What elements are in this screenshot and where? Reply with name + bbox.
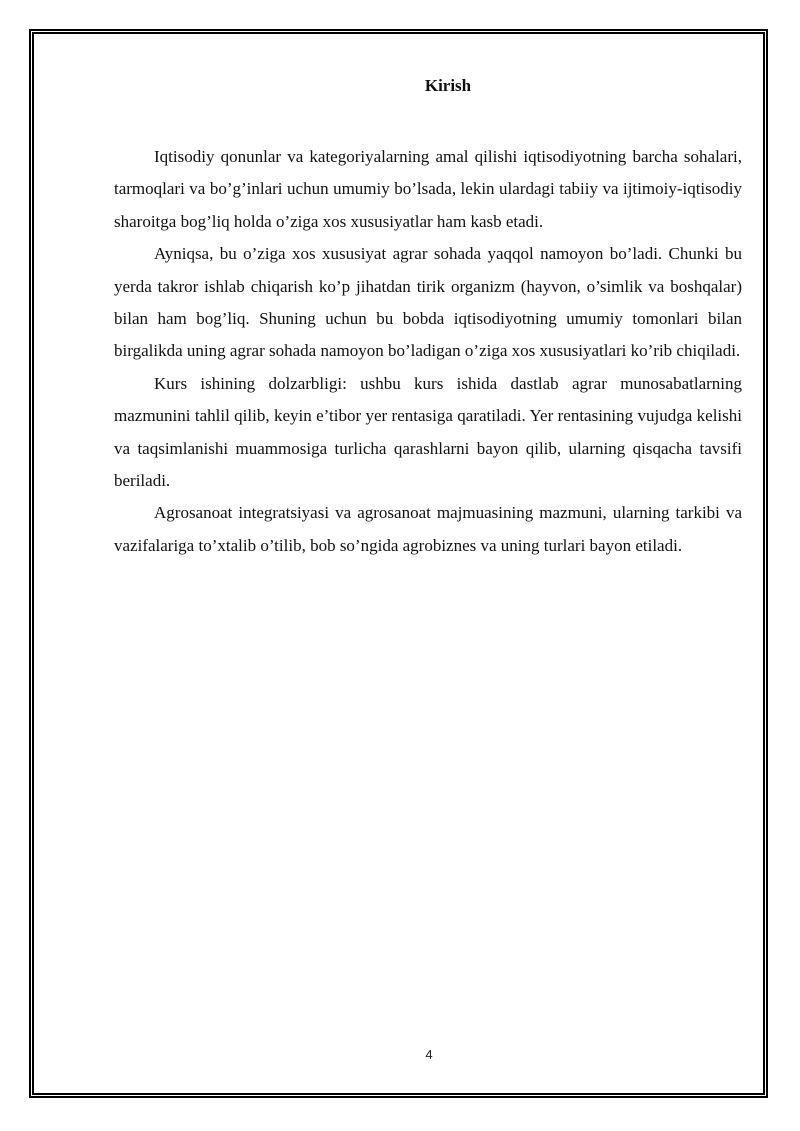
paragraph-2: Ayniqsa, bu o’ziga xos xususiyat agrar sohada yaqqol namoyon bo’ladi. Chunki bu yerda takror ishlab chiqarish ko’p jihatdan tirik organizm (hayvon, o’simlik va boshqalar) bilan ham bog’liq. Shuning uchun bu bobda iqtisodiyotning umumiy tomonlari bilan birgalikda uning agrar sohada namoyon bo’ladigan o’ziga xos xususiyatlari ko’rib chiqiladi.	[114, 244, 742, 361]
paragraph-4: Agrosanoat integratsiyasi va agrosanoat majmuasining mazmuni, ularning tarkibi va vazifalariga to’xtalib o’tilib, bob so’ngida agrobiznes va uning turlari bayon etiladi.	[114, 503, 742, 555]
document-body	[114, 141, 742, 562]
page-title: Kirish	[424, 76, 472, 95]
page-number: 4	[425, 1047, 433, 1062]
paragraph-1: Iqtisodiy qonunlar va kategoriyalarning amal qilishi iqtisodiyotning barcha sohalari, tarmoqlari va bo’g’inlari uchun umumiy bo’lsada, lekin ulardagi tabiiy va ijtimoiy-iqtisodiy sharoitga bog’liq holda o’ziga xos xususiyatlar ham kasb etadi.	[114, 147, 742, 231]
paragraph-3: Kurs ishining dolzarbligi: ushbu kurs ishida dastlab agrar munosabatlarning mazmunini tahlil qilib, keyin e’tibor yer rentasiga qaratiladi. Yer rentasining vujudga kelishi va taqsimlanishi muammosiga turlicha qarashlarni bayon qilib, ularning qisqacha tavsifi beriladi.	[114, 373, 742, 491]
